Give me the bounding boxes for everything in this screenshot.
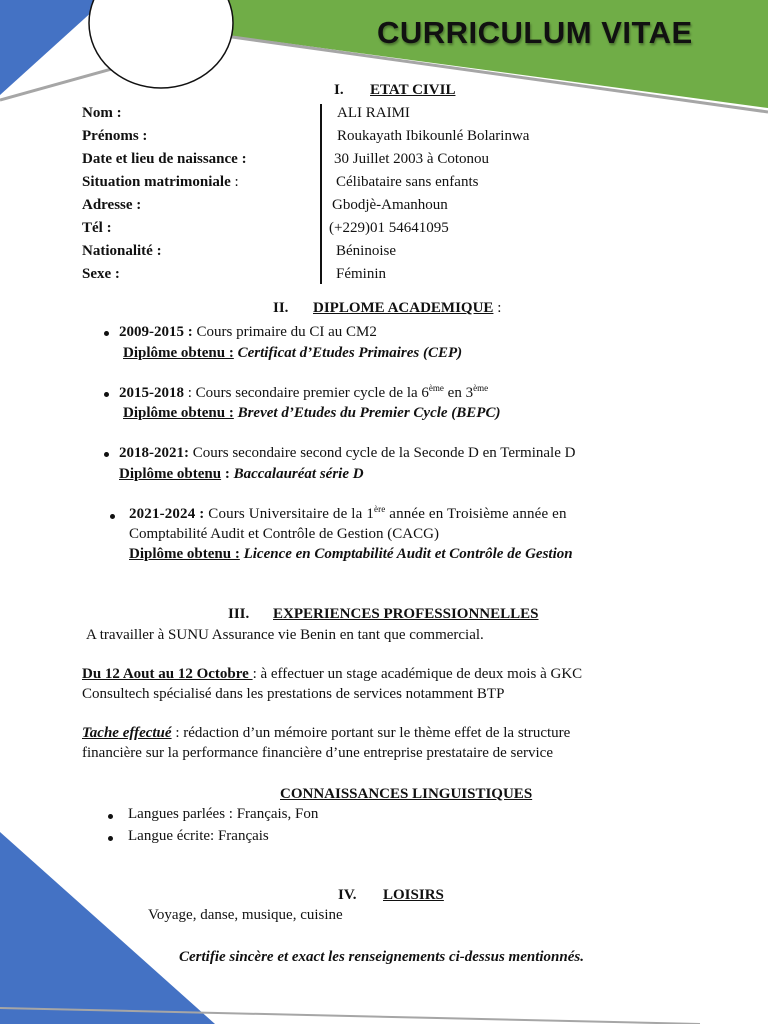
diplome-name: Brevet d’Etudes du Premier Cycle (BEPC): [233, 405, 501, 421]
langue-item-1: Langues parlées : Français, Fon: [128, 806, 319, 822]
label-tel: Tél :: [82, 220, 112, 236]
label-situation-row: [82, 173, 239, 192]
diplome-item-3: [119, 444, 575, 463]
experience-stage: [82, 665, 582, 684]
stage-text: : à effectuer un stage académique de deux mois à GKC: [252, 666, 583, 682]
label-adresse: Adresse :: [82, 197, 142, 213]
langue-item-2: Langue écrite: Français: [128, 828, 269, 844]
section-title: ETAT CIVIL: [370, 82, 456, 98]
section-number: II.: [273, 300, 289, 316]
value-naissance: 30 Juillet 2003 à Cotonou: [334, 151, 489, 167]
diplome-desc-a: Cours Universitaire de la 1: [204, 506, 374, 522]
diplome-label: Diplôme obtenu :: [123, 345, 234, 361]
diplome-desc: Cours secondaire second cycle de la Seconde D en Terminale D: [189, 445, 576, 461]
section-number: IV.: [338, 887, 357, 903]
diplome-item-4-line2: Comptabilité Audit et Contrôle de Gestion (CACG): [129, 526, 439, 542]
diplome-desc: Cours primaire du CI au CM2: [192, 324, 377, 340]
stage-label: Du 12 Aout au 12 Octobre: [82, 666, 253, 682]
diplome-name: Certificat d’Etudes Primaires (CEP): [233, 345, 463, 361]
value-adresse: Gbodjè-Amanhoun: [332, 197, 448, 213]
label-nationalite: Nationalité :: [82, 243, 162, 259]
section-title-suffix: :: [493, 300, 502, 316]
diplome-item-1: [119, 323, 377, 342]
value-nom: ALI RAIMI: [337, 105, 410, 121]
section-number: I.: [334, 82, 344, 98]
value-tel: (+229)01 54641095: [329, 220, 449, 236]
label-nom: Nom :: [82, 105, 122, 121]
diplome-obtenu-1: [123, 344, 462, 363]
diplome-label: Diplôme obtenu :: [129, 546, 240, 562]
section-loisirs-heading: [338, 887, 444, 904]
diplome-item-4: [129, 505, 567, 524]
diplome-label: Diplôme obtenu :: [123, 405, 234, 421]
experience-tache-line2: financière sur la performance financière d’une entreprise prestataire de service: [82, 745, 553, 761]
tache-text: : rédaction d’un mémoire portant sur le thème effet de la structure: [171, 725, 571, 741]
section-diplome-heading: [273, 300, 501, 317]
diplome-desc-b: année en Troisième année en: [385, 506, 567, 522]
section-title: CONNAISSANCES LINGUISTIQUES: [280, 786, 533, 802]
diplome-name: Licence en Comptabilité Audit et Contrôle de Gestion: [239, 546, 573, 562]
diplome-name: Baccalauréat série D: [233, 466, 364, 482]
diplome-sup-1: ème: [428, 383, 444, 393]
bullet-icon: [108, 836, 113, 841]
diplome-sup-2: ème: [473, 383, 489, 393]
diplome-desc-b: en 3: [443, 385, 474, 401]
section-etat-civil-heading: [334, 82, 455, 99]
diplome-label: Diplôme obtenu: [119, 466, 222, 482]
label-situation-suffix: :: [230, 174, 239, 190]
section-experiences-heading: [228, 606, 539, 623]
value-nationalite: Béninoise: [336, 243, 396, 259]
blue-triangle-bottom: [0, 832, 215, 1024]
experience-line-1: A travailler à SUNU Assurance vie Benin en tant que commercial.: [86, 627, 484, 643]
page-title: CURRICULUM VITAE: [377, 15, 693, 50]
diplome-desc-a: : Cours secondaire premier cycle de la 6: [184, 385, 429, 401]
label-situation: Situation matrimoniale: [82, 174, 231, 190]
value-situation: Célibataire sans enfants: [336, 174, 479, 190]
bullet-icon: [104, 452, 109, 457]
loisirs-text: Voyage, danse, musique, cuisine: [148, 907, 343, 923]
diplome-years: 2018-2021:: [119, 445, 189, 461]
diplome-item-2: [119, 384, 488, 403]
section-number: III.: [228, 606, 250, 622]
diplome-years: 2021-2024 :: [129, 506, 205, 522]
diplome-obtenu-4: [129, 545, 573, 564]
section-title: DIPLOME ACADEMIQUE: [313, 300, 494, 316]
label-sexe: Sexe :: [82, 266, 120, 282]
diplome-obtenu-3: [119, 465, 364, 484]
bullet-icon: [104, 331, 109, 336]
experience-stage-line2: Consultech spécialisé dans les prestations de services notamment BTP: [82, 686, 505, 702]
photo-placeholder-circle: [89, 0, 233, 88]
diplome-obtenu-2: [123, 404, 500, 423]
tache-label: Tache effectué: [82, 725, 172, 741]
section-title: LOISIRS: [383, 887, 444, 903]
diplome-years: 2009-2015 :: [119, 324, 193, 340]
diplome-sep: :: [221, 466, 234, 482]
label-naissance: Date et lieu de naissance :: [82, 151, 247, 167]
diplome-sup-1: ère: [373, 504, 386, 514]
bullet-icon: [108, 814, 113, 819]
diplome-years: 2015-2018: [119, 385, 184, 401]
bullet-icon: [110, 514, 115, 519]
vertical-separator: [320, 104, 322, 284]
value-prenoms: Roukayath Ibikounlé Bolarinwa: [337, 128, 530, 144]
section-langues-heading: [280, 786, 532, 803]
experience-tache: [82, 724, 570, 743]
value-sexe: Féminin: [336, 266, 387, 282]
label-prenoms: Prénoms :: [82, 128, 148, 144]
bullet-icon: [104, 392, 109, 397]
section-title: EXPERIENCES PROFESSIONNELLES: [273, 606, 539, 622]
certification-statement: Certifie sincère et exact les renseignements ci-dessus mentionnés.: [179, 949, 584, 965]
